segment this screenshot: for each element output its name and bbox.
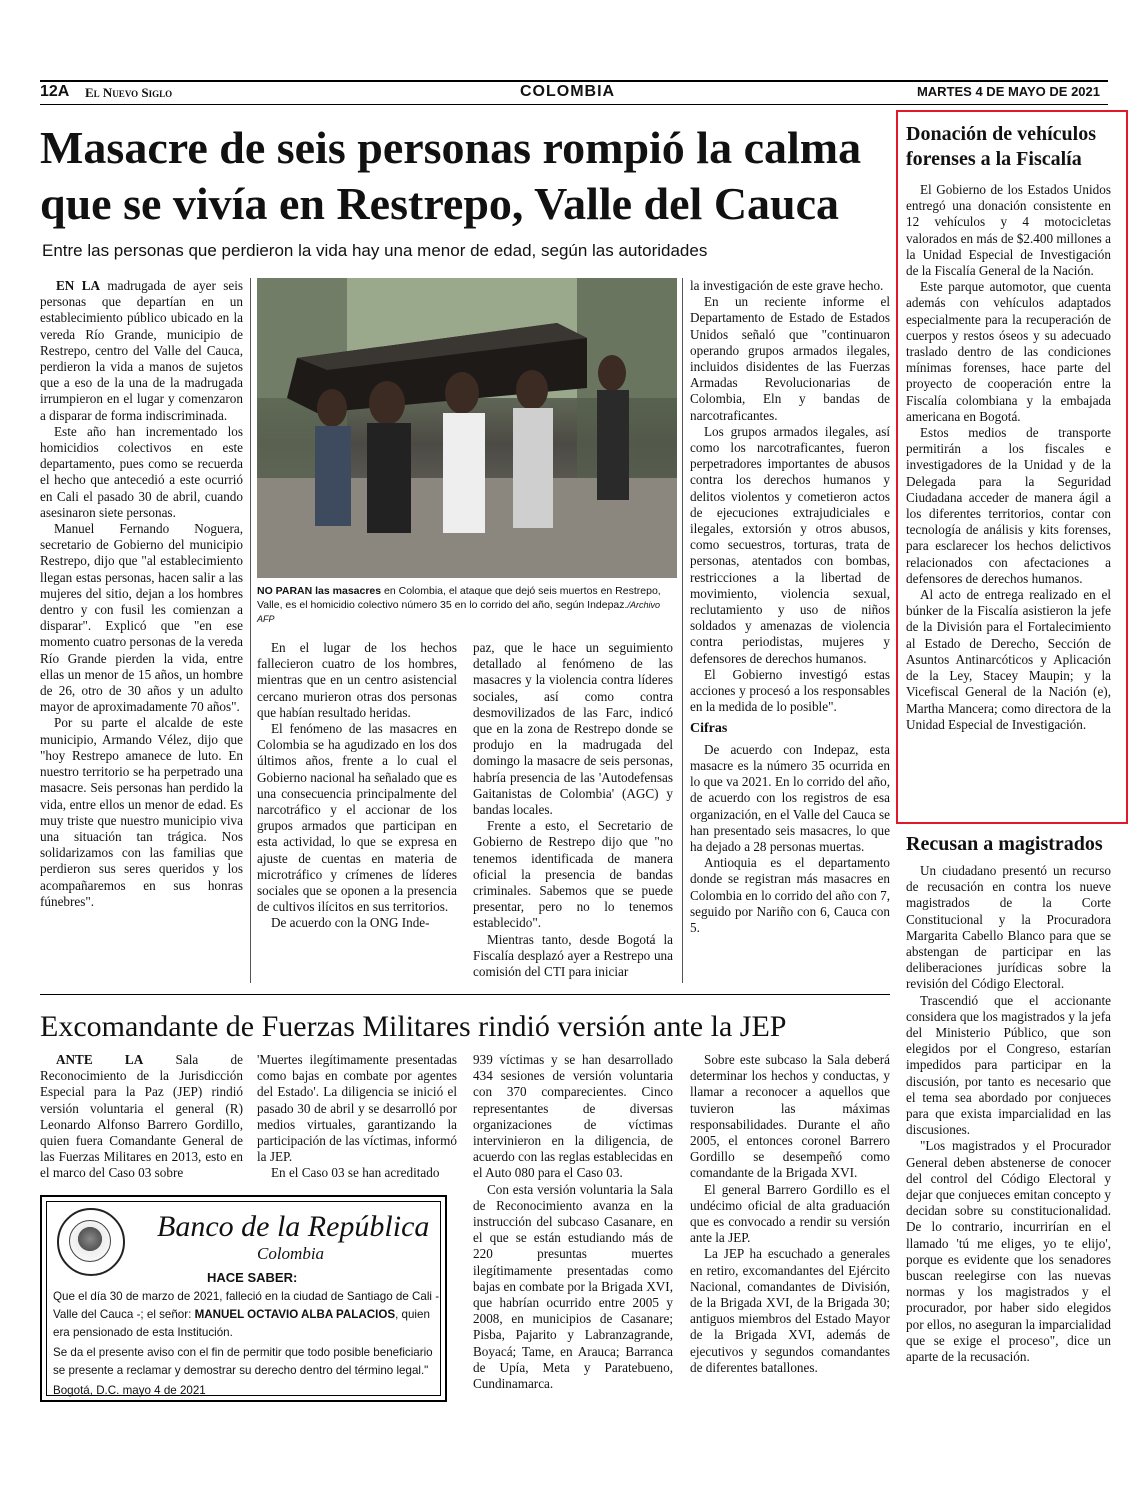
notice-body	[53, 1288, 443, 1402]
story-separator	[40, 994, 890, 995]
paragraph	[257, 1052, 457, 1165]
paragraph: Este parque automotor, que cuenta además con vehículos adaptados especialmente para la recuperación de cuerpos y restos óseos y su adecuado traslado dentro de las condiciones mínimas forenses, hace parte del proyecto de cooperación entre la Fiscalía colombiana y la embajada americana en Bogotá.	[906, 279, 1111, 424]
paragraph	[473, 640, 673, 818]
subheading: Cifras	[690, 721, 728, 737]
paragraph	[690, 1246, 890, 1376]
paragraph-text: En el Caso 03 se han acreditado	[271, 1165, 440, 1181]
notice-paragraph-2: Se da el presente aviso con el fin de permitir que todo posible beneficiario se presente a reclamar y demostrar su derecho dentro del término legal."	[53, 1346, 433, 1377]
paragraph	[40, 715, 243, 909]
paragraph	[690, 667, 890, 716]
paragraph-text: Este año han incrementado los homicidios colectivos en este departamento, pues como se recuerda el hecho que antecedió a este ocurrió en Cali el pasado 30 de abril, cuando asesinaron siete personas.	[40, 423, 243, 520]
story1-column-3	[473, 640, 673, 980]
paragraph	[690, 424, 890, 667]
column-divider	[682, 278, 683, 983]
paragraph	[690, 294, 890, 424]
paragraph-text: Mientras tanto, desde Bogotá la Fiscalía desplazó ayer a Restrepo una comisión del CTI para iniciar	[473, 931, 673, 980]
paragraph-text: la investigación de este grave hecho.	[690, 278, 884, 293]
paragraph	[690, 1182, 890, 1247]
paragraph	[40, 1052, 243, 1182]
paragraph	[257, 640, 457, 721]
notice-subtitle: Colombia	[257, 1244, 325, 1263]
sidebar-donacion	[906, 122, 1111, 733]
page-number: 12A	[40, 83, 70, 100]
main-deck: Entre las personas que perdieron la vida hay una menor de edad, según las autoridades	[42, 241, 708, 260]
paragraph	[690, 855, 890, 936]
paragraph	[473, 932, 673, 981]
story1-column-4	[690, 278, 890, 936]
paragraph-text: Sala de Reconocimiento de la Jurisdicción Especial para la Paz (JEP) rindió versión voluntaria el general (R) Leonardo Alfonso Barrero Gordillo, quien fuera Comandante General de las Fuerzas Militares en 2013, esto en el marco del Caso 03 sobre	[40, 1052, 244, 1181]
paragraph-text: 939 víctimas y se han desarrollado 434 sesiones de versión voluntaria con 370 comparecientes. Cinco representantes de diversas organizaciones de víctimas intervinieron en la diligencia, de acuerdo con las reglas establecidas en el Auto 080 para el Caso 03.	[473, 1052, 673, 1181]
paragraph-text: madrugada de ayer seis personas que departían en un establecimiento público ubicado en la vereda Río Grande, municipio de Restrepo, centro del Valle del Cauca, perdieron la vida a manos de sujetos que a eso de la una de la madrugada irrumpieron en el lugar y comenzaron a disparar de forma indiscriminada.	[40, 278, 243, 423]
main-headline	[40, 120, 890, 232]
issue-date: MARTES 4 DE MAYO DE 2021	[916, 84, 1100, 99]
notice-title: Banco de la República	[157, 1210, 430, 1243]
photo-illustration	[257, 278, 677, 578]
story2-column-2	[257, 1052, 457, 1182]
paragraph-text: Con esta versión voluntaria la Sala de Reconocimiento avanza en la instrucción del subcaso Casanare, en el que se están estudiando más de 220 presuntas muertes ilegítimamente presentadas como bajas en combate por la Brigada XVI, que habrían ocurrido entre 2005 y 2008, en municipios de Casanare; Pisba, Pajarito y Labranzagrande, Boyacá; Tame, en Arauca; Barranca de Upía, Meta y Paratebueno, Cundinamarca.	[473, 1181, 673, 1392]
paragraph-text: El general Barrero Gordillo es el undécimo oficial de alta graduación que es convocado a rendir su versión ante la JEP.	[690, 1181, 890, 1246]
paragraph-text: Por su parte el alcalde de este municipio, Armando Vélez, dijo que "hoy Restrepo amanece de luto. En nuestro territorio se ha perpetrado una masacre. Seis personas han perdido la vida, entre ellos un menor de edad. Es muy triste que nuestro municipio viva una situación tan trágica. Nos solidarizamos con las familias que perdieron sus seres queridos y los acompañaremos en sus honras fúnebres".	[40, 715, 243, 909]
paragraph-text: El fenómeno de las masacres en Colombia se ha agudizado en los dos últimos años, frente a lo cual el Gobierno nacional ha señalado que es una consecuencia principalmente del narcotráfico y el accionar de los grupos armados que participan en esta actividad, lo que se expresa en ajuste de cuentas en materia de microtráfico y crímenes de líderes sociales que se oponen a la presencia de cultivos ilícitos en sus territorios.	[257, 721, 457, 915]
paragraph	[257, 1165, 457, 1181]
newspaper-name: El Nuevo Siglo	[85, 85, 173, 100]
story2-column-4	[690, 1052, 890, 1376]
paragraph: Un ciudadano presentó un recurso de recusación en contra los nueve magistrados de la Corte Constitucional y la Procuradora Margarita Cabello Blanco para que se abstengan de participar en las deliberaciones jurídicas sobre la revisión del Código Electoral.	[906, 863, 1111, 992]
notice-frame	[46, 1201, 441, 1396]
story1-column-2	[257, 640, 457, 932]
paragraph-text: En el lugar de los hechos fallecieron cuatro de los hombres, mientras que en un centro asistencial cercano murieron otras dos personas que habían resultado heridas.	[257, 640, 457, 720]
caption-credit: /Archivo AFP	[257, 600, 660, 624]
story2-column-1	[40, 1052, 243, 1182]
notice-paragraph-1	[53, 1288, 443, 1342]
paragraph: Al acto de entrega realizado en el búnker de la Fiscalía asistieron la jefe de la División para el Fortalecimiento al Estado de Derecho, Sección de Asuntos Antinarcóticos y Aplicación de la Ley, Stacey Maupin; y la Vicefiscal General de la Nación (e), Martha Mancera; como directora de la Unidad Especial de Investigación.	[906, 587, 1111, 732]
photo-caption	[257, 584, 677, 626]
paragraph-text: Manuel Fernando Noguera, secretario de Gobierno del municipio Restrepo, dijo que "al establecimiento llegan estas personas, hacen salir a las mujeres del sitio, dejan a los hombres dentro y con fusil les comienzan a disparar". Explicó que "en ese momento cuatro personas de la vereda Río Grande pierden la vida, entre ellas un menor de 15 años, un hombre de 26, otro de 30 años y un adulto mayor de aproximadamente 70 años".	[40, 521, 243, 715]
notice-p1-end: , quien era pensionado de esta Institución.	[53, 1308, 430, 1339]
story2-column-3	[473, 1052, 673, 1392]
funeral-photo	[257, 278, 677, 578]
paragraph: Estos medios de transporte permitirán a los fiscales e investigadores de la Unidad y de la Delegada para la Seguridad Ciudadana acceder de manera ágil a los diferentes territorios, contar con tecnología de análisis y kits forenses, para esclarecer los hechos delictivos relacionados con afectaciones a defensores de derechos humanos.	[906, 425, 1111, 586]
paragraph-text: La JEP ha escuchado a generales en retiro, excomandantes del Ejército Nacional, comandantes de División, de la Brigada XVI, de la Brigada 30; antiguos miembros del Estado Mayor de la Brigada XVI, además de ejecutivos y segundos comandantes de diferentes batallones.	[690, 1246, 890, 1375]
banco-republica-notice	[40, 1195, 447, 1402]
notice-date: Bogotá, D.C. mayo 4 de 2021	[53, 1384, 206, 1397]
column-divider	[250, 278, 251, 983]
paragraph	[40, 424, 243, 521]
paragraph	[40, 521, 243, 715]
lead-kicker: EN LA	[56, 278, 101, 293]
paragraph-text: En un reciente informe el Departamento de Estado de Estados Unidos señaló que "continuaron operando grupos armados ilegales, incluidos disidentes de las Fuerzas Armadas Revolucionarias de Colombia, Eln y bandas de narcotraficantes.	[690, 294, 890, 423]
paragraph: El Gobierno de los Estados Unidos entregó una donación consistente en 12 vehículos y 4 motocicletas valorados en más de $2.400 millones a la Unidad Especial de Investigación de la Fiscalía General de la Nación.	[906, 182, 1111, 279]
paragraph-text: De acuerdo con la ONG Inde-	[271, 915, 430, 931]
story2-headline: Excomandante de Fuerzas Militares rindió versión ante la JEP	[40, 1010, 787, 1043]
sidebar-donacion-title: Donación de vehículos forenses a la Fiscalía	[906, 123, 1097, 170]
paragraph	[257, 915, 457, 931]
paragraph: "Los magistrados y el Procurador General deben abstenerse de conocer del control del Código Electoral y dejar que conjueces emitan concepto y decidan sobre su constitucionalidad. De lo contrario, incurrirían en el llamado 'tú me eliges, yo te elijo', porque es evidente que los senadores buscan reelegirse con las nuevas normas y los magistrados y el procurador, por haber sido elegidos por ellos, no aseguran la imparcialidad que se exige el proceso", dice un aparte de la recusación.	[906, 1138, 1111, 1365]
paragraph-text: El Gobierno investigó estas acciones y procesó a los responsables en la medida de lo posible".	[690, 666, 890, 715]
bank-seal-icon	[57, 1208, 125, 1276]
paragraph	[257, 721, 457, 915]
notice-hace-saber: HACE SABER:	[207, 1270, 298, 1285]
paragraph-text: Sobre este subcaso la Sala deberá determinar los hechos y conductas, y llamar a reconocer a aquellos que tuvieron las máximas responsabilidades. Durante el año 2005, el entonces coronel Barrero Gordillo se desempeñó como comandante de la Brigada XVI.	[690, 1052, 890, 1181]
paragraph	[473, 818, 673, 931]
caption-text: en Colombia, el ataque que dejó seis muertos en Restrepo, Valle, es el homicidio colectivo número 35 en lo corrido del año, según Indepaz.	[257, 585, 661, 611]
lead-kicker: ANTE LA	[56, 1052, 144, 1067]
sidebar-recusan	[906, 832, 1111, 1365]
sidebar-recusan-body	[906, 863, 1111, 1365]
section-name: COLOMBIA	[520, 83, 616, 100]
paragraph-text: De acuerdo con Indepaz, esta masacre es la número 35 ocurrida en lo que va 2021. En lo corrido del año, de acuerdo con los registros de esa organización, en el Valle del Cauca se han presentado seis masacres, lo que ha dejado a 28 personas muertas.	[690, 741, 890, 854]
main-headline-line-1: Masacre de seis personas rompió la calma	[40, 122, 862, 173]
caption-kicker: NO PARAN las masacres	[257, 585, 382, 597]
paragraph-text: Frente a esto, el Secretario de Gobierno de Restrepo dijo que "no tenemos identificada de manera oficial la presencia de bandas criminales. Sabemos que se puede presentar, pero no lo tenemos establecido".	[473, 818, 673, 931]
paragraph-text: Antioquia es el departamento donde se registran más masacres en Colombia en lo corrido del año con 7, seguido por Nariño con 6, Cauca con 5.	[690, 855, 890, 935]
paragraph	[690, 278, 890, 294]
paragraph	[690, 742, 890, 855]
notice-p1-text: Que el día 30 de marzo de 2021, falleció en la ciudad de Santiago de Cali - Valle del Cauca -; el señor:	[53, 1290, 440, 1321]
paragraph	[473, 1182, 673, 1393]
paragraph	[690, 1052, 890, 1182]
sidebar-recusan-title: Recusan a magistrados	[906, 833, 1103, 855]
notice-deceased-name: MANUEL OCTAVIO ALBA PALACIOS	[194, 1308, 396, 1321]
main-headline-line-2: que se vivía en Restrepo, Valle del Cauca	[40, 178, 840, 229]
sidebar-donacion-body	[906, 182, 1111, 733]
paragraph-text: paz, que le hace un seguimiento detallado al fenómeno de las masacres y la violencia contra líderes sociales, así como contra desmovilizados de las Farc, indicó que en la zona de Restrepo donde se produjo en la madrugada del domingo la masacre de seis personas, habría presencia de las 'Autodefensas Gaitanistas de Colombia' (AGC) y bandas locales.	[473, 640, 673, 818]
paragraph	[40, 278, 243, 424]
paragraph	[473, 1052, 673, 1182]
masthead	[40, 80, 1108, 105]
story1-column-1	[40, 278, 243, 910]
paragraph: Trascendió que el accionante considera que los magistrados y la jefa del Ministerio Público, que son elegidos por el Congreso, estarían impedidos para participar en la discusión, por tanto es necesario que el tema sea abordado por conjueces para que exista imparcialidad en las discusiones.	[906, 992, 1111, 1138]
paragraph-text: Los grupos armados ilegales, así como los narcotraficantes, fueron perpetradores importantes de abusos contra los derechos humanos y delitos violentos y cometieron actos de ejecuciones extrajudiciales e ilegales, extorsión y otros abusos, como secuestros, torturas, trata de personas, atentados con bombas, restricciones a la libertad de movimiento, violencia sexual, reclutamiento y uso de niños soldados y amenazas de violencia contra periodistas, mujeres y defensores de derechos humanos.	[690, 423, 890, 666]
paragraph-text: 'Muertes ilegítimamente presentadas como bajas en combate por agentes del Estado'. La diligencia se inició el pasado 30 de abril y se desarrolló por medios virtuales, garantizando la participación de las víctimas, informó la JEP.	[257, 1052, 457, 1165]
